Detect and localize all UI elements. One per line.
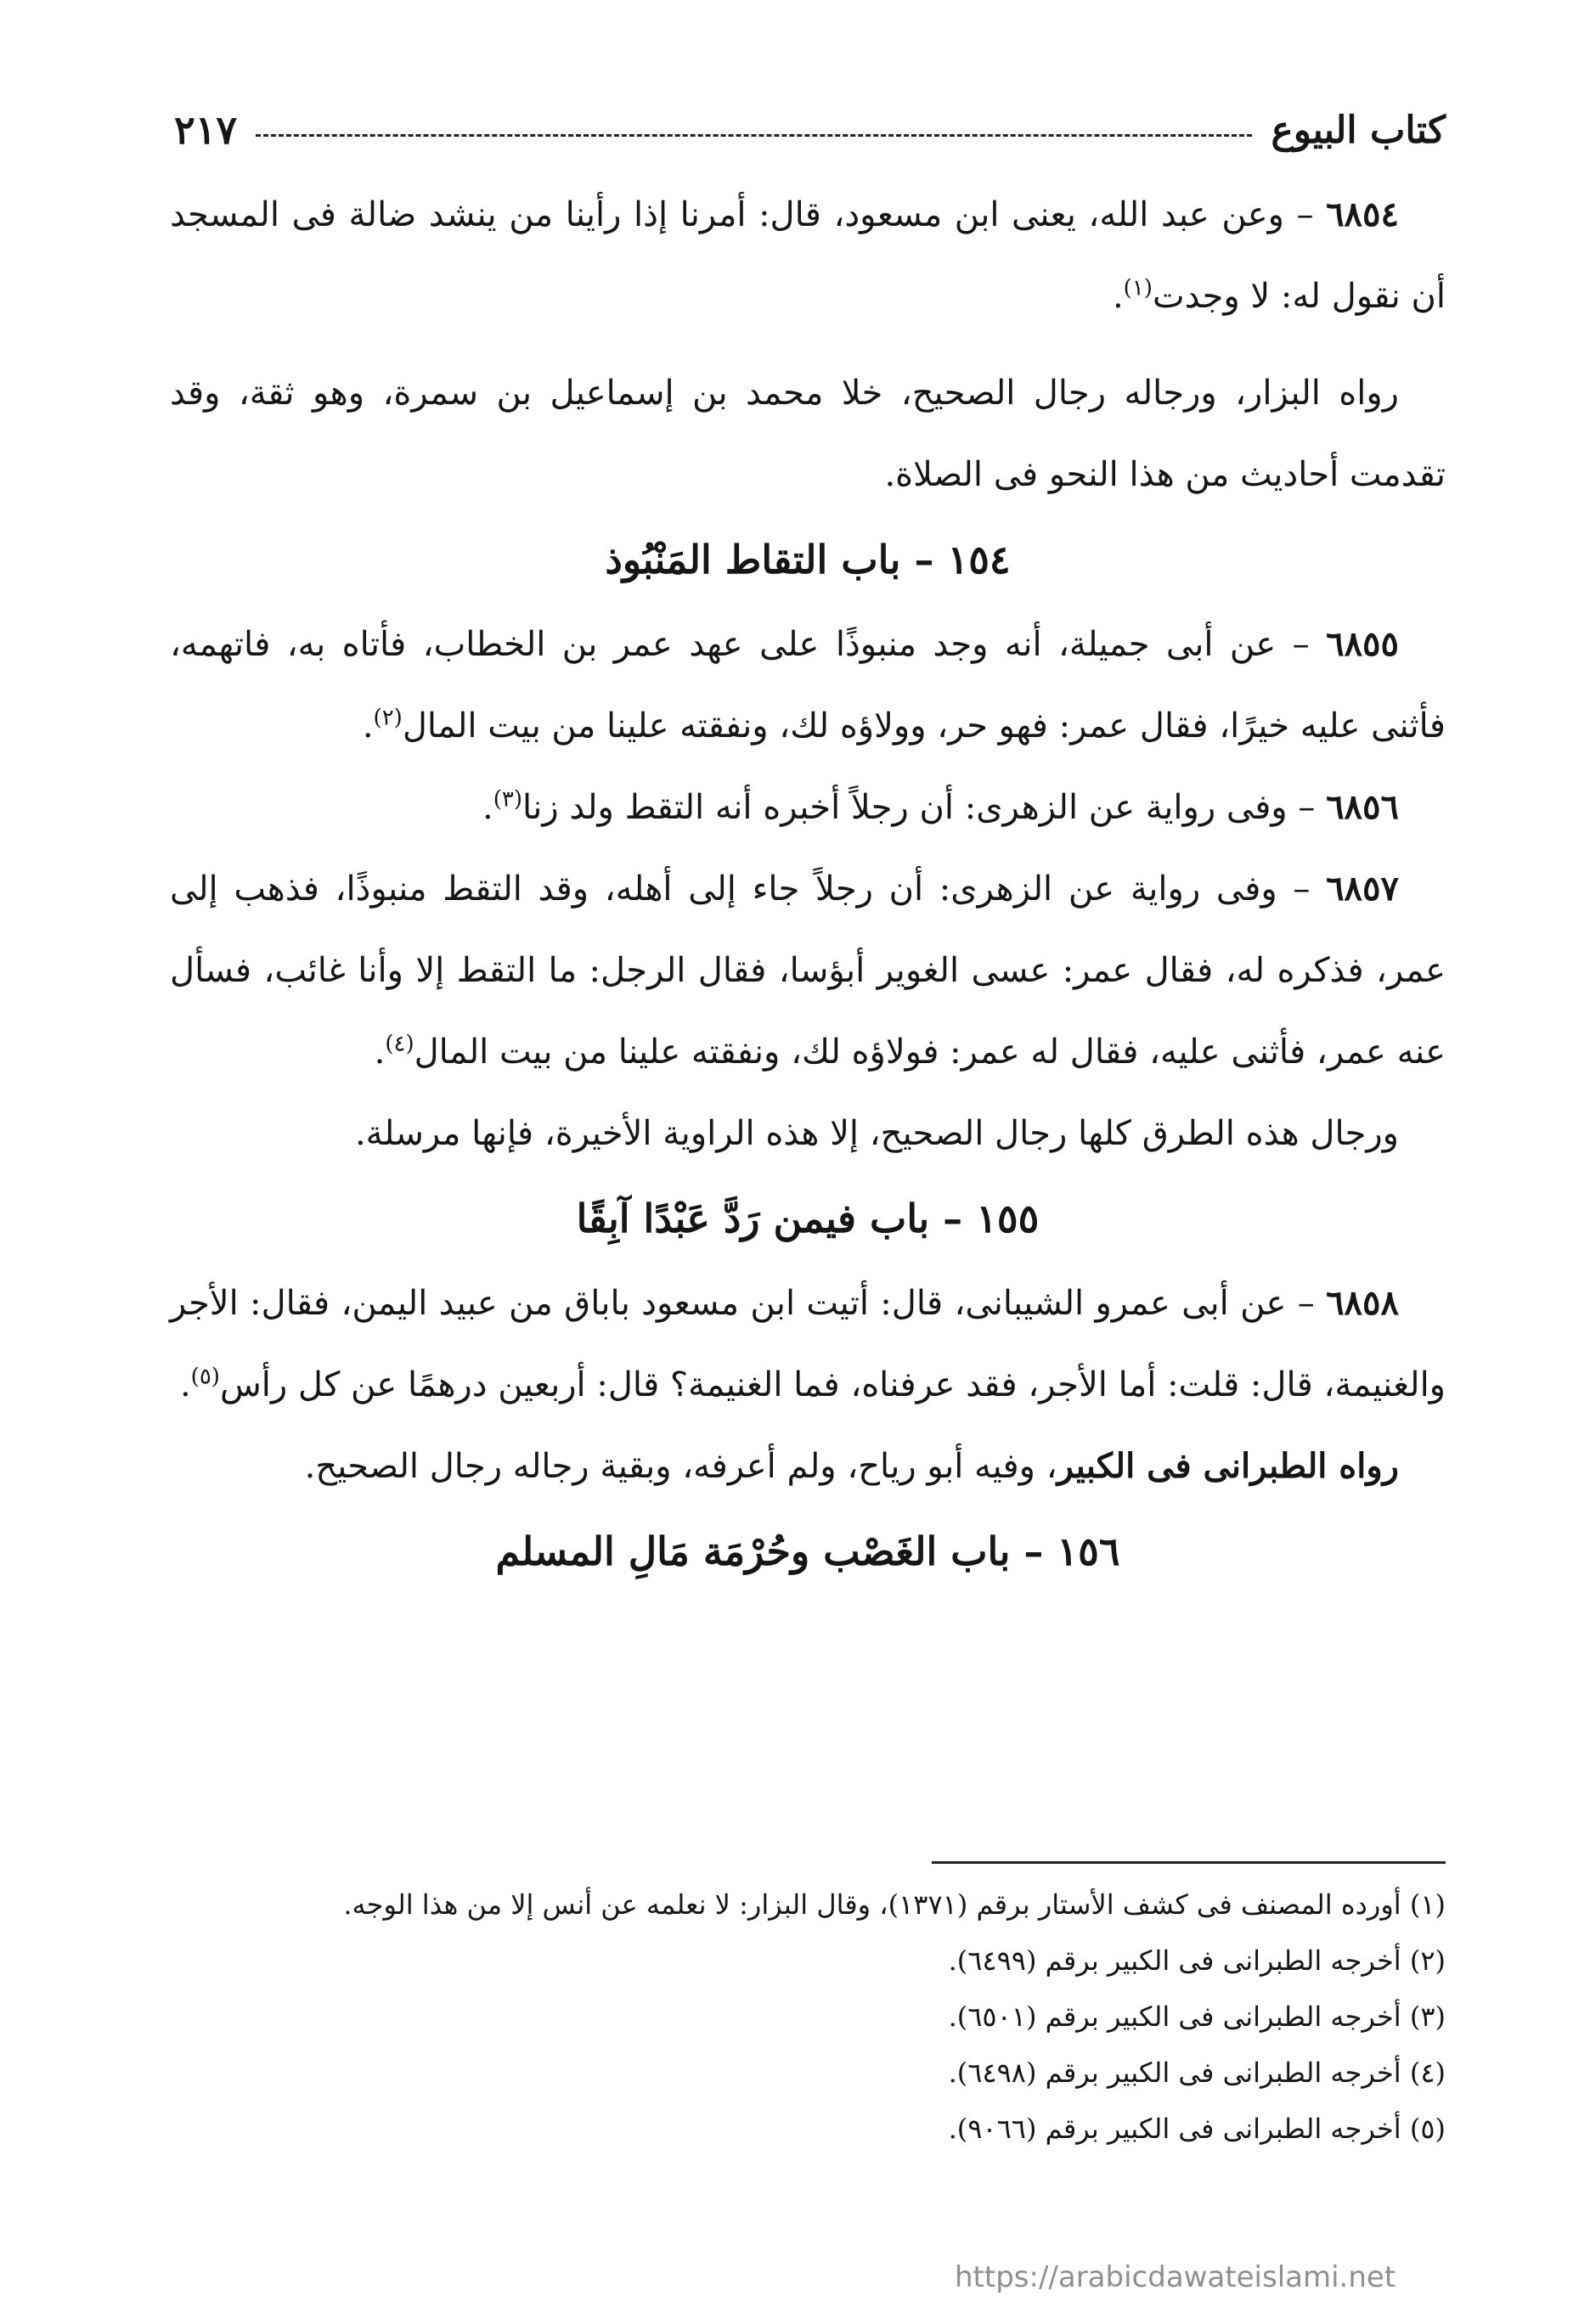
hadith-number: ٦٨٥٧ [1326,869,1399,909]
hadith-6855 [170,604,1446,767]
hadith-text: – وفى رواية عن الزهرى: أن رجلاً جاء إلى أهله، وقد التقط منبوذًا، فذهب إلى عمر، فذكره له، فقال عمر: عسى الغوير أبؤسا، فقال الرجل: ما التقط إلا وأنا غائب، فسأل عنه عمر، فأثنى عليه، فقال له عمر: فولاؤه لك، ونفقته علينا من بيت المال [170,869,1446,1072]
hadith-text: – عن أبى جميلة، أنه وجد منبوذًا على عهد عمر بن الخطاب، فأتاه به، فاتهمه، فأثنى عليه خيرًا، فقال عمر: فهو حر، وولاؤه لك، ونفقته علينا من بيت المال [170,625,1446,746]
hadith-number: ٦٨٥٥ [1326,624,1400,664]
footnote-1: (١) أورده المصنف فى كشف الأستار برقم (١٣٧١)، وقال البزار: لا نعلمه عن أنس إلا من هذا الوجه. [343,1888,1446,1921]
hadith-6854 [170,174,1446,337]
hadith-end: . [374,1033,386,1072]
footnote-separator [932,1861,1446,1864]
footnote-2: (٢) أخرجه الطبرانى فى الكبير برقم (٦٤٩٩). [948,1944,1446,1977]
hadith-end: . [362,706,374,746]
hadith-text: – وفى رواية عن الزهرى: أن رجلاً أخبره أنه التقط ولد زنا [522,788,1327,827]
commentary-tabarani [170,1426,1446,1507]
footnote-3: (٣) أخرجه الطبرانى فى الكبير برقم (٦٥٠١). [948,2000,1446,2033]
main-text [170,174,1446,1595]
chapter-heading-154: ١٥٤ – باب التقاط المَنْبُوذ [605,537,1011,582]
commentary-rijal: ورجال هذه الطرق كلها رجال الصحيح، إلا هذه الراوية الأخيرة، فإنها مرسلة. [354,1114,1399,1153]
watermark-url: https://arabicdawateislami.net [955,2260,1396,2294]
hadith-number: ٦٨٥٤ [1326,194,1399,234]
footnote-ref: (٣) [493,786,522,813]
book-title: كتاب البيوع [1271,108,1446,152]
hadith-end: . [482,788,493,827]
hadith-6858 [170,1263,1446,1426]
commentary-bazzar: رواه البزار، ورجاله رجال الصحيح، خلا محمد بن إسماعيل بن سمرة، وهو ثقة، وقد تقدمت أحاديث من هذا النحو فى الصلاة. [170,374,1446,494]
hadith-6857 [170,848,1446,1093]
footnote-ref: (٤) [385,1031,414,1057]
hadith-number: ٦٨٥٦ [1326,787,1399,827]
header-dash-rule [256,134,1252,137]
chapter-heading-155: ١٥٥ – باب فيمن رَدَّ عَبْدًا آبِقًا [576,1196,1040,1241]
page-number: ٢١٧ [174,107,238,153]
hadith-end: . [179,1365,191,1404]
commentary-text: ، وفيه أبو رياح، ولم أعرفه، وبقية رجاله رجال الصحيح. [304,1447,1057,1486]
running-header [174,100,1446,160]
hadith-text: – عن أبى عمرو الشيبانى، قال: أتيت ابن مسعود باباق من عبيد اليمن، فقال: الأجر والغنيمة، قال: قلت: أما الأجر، فقد عرفناه، فما الغنيمة؟ قال: أربعين درهمًا عن كل رأس [170,1284,1446,1404]
hadith-number: ٦٨٥٨ [1326,1283,1399,1323]
footnote-4: (٤) أخرجه الطبرانى فى الكبير برقم (٦٤٩٨). [948,2057,1446,2089]
footnote-5: (٥) أخرجه الطبرانى فى الكبير برقم (٩٠٦٦). [948,2113,1446,2145]
chapter-heading-156: ١٥٦ – باب الغَصْب وحُرْمَة مَالِ المسلم [495,1528,1120,1574]
footnote-ref: (١) [1123,275,1153,301]
footnotes [170,1877,1446,2157]
footnote-ref: (٢) [373,705,403,731]
hadith-text: – وعن عبد الله، يعنى ابن مسعود، قال: أمرنا إذا رأينا من ينشد ضالة فى المسجد أن نقول له: لا وجدت [170,195,1446,316]
footnote-ref: (٥) [190,1364,220,1390]
hadith-end: . [1112,277,1124,316]
hadith-6856 [170,767,1446,848]
commentary-lead: رواه الطبرانى فى الكبير [1057,1446,1399,1486]
